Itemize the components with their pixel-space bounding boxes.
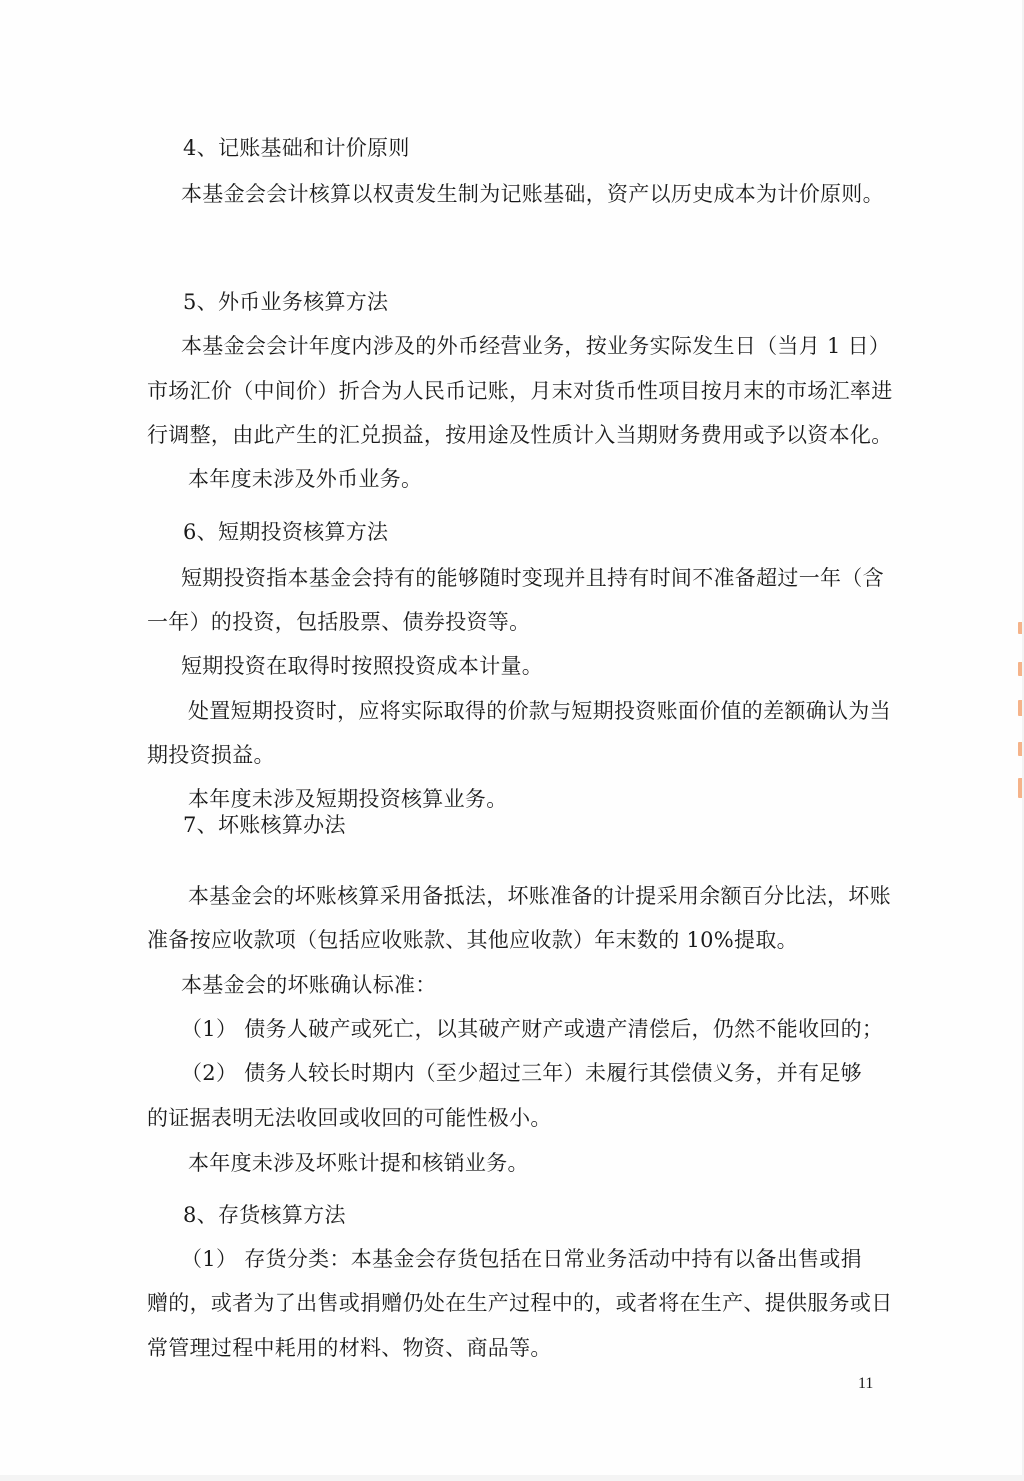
section-6-line-1: 短期投资指本基金会持有的能够随时变现并且持有时间不准备超过一年（含 [181, 566, 884, 590]
scan-bottom-shadow [0, 1475, 1024, 1481]
section-7-heading: 7、坏账核算办法 [183, 813, 346, 837]
section-7-line-4: （1） 债务人破产或死亡，以其破产财产或遗产清偿后，仍然不能收回的； [181, 1017, 884, 1041]
section-6-line-3: 短期投资在取得时按照投资成本计量。 [181, 654, 544, 678]
section-7-line-5: （2） 债务人较长时期内（至少超过三年）未履行其偿债义务，并有足够 [181, 1061, 862, 1085]
section-5-line-4: 本年度未涉及外币业务。 [188, 467, 423, 491]
section-5-line-3: 行调整，由此产生的汇兑损益，按用途及性质计入当期财务费用或予以资本化。 [147, 423, 893, 447]
section-7-line-6: 的证据表明无法收回或收回的可能性极小。 [147, 1106, 552, 1130]
section-6-line-6: 本年度未涉及短期投资核算业务。 [188, 787, 508, 811]
section-7-line-3: 本基金会的坏账确认标准： [181, 973, 437, 997]
section-8-line-3: 常管理过程中耗用的材料、物资、商品等。 [147, 1336, 552, 1360]
section-6-line-2: 一年）的投资，包括股票、债券投资等。 [147, 610, 531, 634]
section-5-heading: 5、外币业务核算方法 [183, 290, 389, 314]
section-5-line-1: 本基金会会计年度内涉及的外币经营业务，按业务实际发生日（当月 1 日） [181, 334, 891, 358]
section-6-line-5: 期投资损益。 [147, 743, 275, 767]
section-6-heading: 6、短期投资核算方法 [183, 520, 389, 544]
section-6-line-4: 处置短期投资时，应将实际取得的价款与短期投资账面价值的差额确认为当 [188, 699, 891, 723]
page-number: 11 [858, 1375, 874, 1392]
section-4-line-1: 本基金会会计核算以权责发生制为记账基础，资产以历史成本为计价原则。 [181, 182, 884, 206]
section-8-heading: 8、存货核算方法 [183, 1203, 346, 1227]
section-4-heading: 4、记账基础和计价原则 [183, 136, 410, 160]
section-7-line-7: 本年度未涉及坏账计提和核销业务。 [188, 1151, 529, 1175]
section-8-line-2: 赠的，或者为了出售或捐赠仍处在生产过程中的，或者将在生产、提供服务或日 [147, 1291, 893, 1315]
section-5-line-2: 市场汇价（中间价）折合为人民币记账，月末对货币性项目按月末的市场汇率进 [147, 379, 893, 403]
section-7-line-2: 准备按应收款项（包括应收账款、其他应收款）年末数的 10%提取。 [147, 928, 798, 952]
section-8-line-1: （1） 存货分类：本基金会存货包括在日常业务活动中持有以备出售或捐 [181, 1247, 862, 1271]
section-7-line-1: 本基金会的坏账核算采用备抵法，坏账准备的计提采用余额百分比法，坏账 [188, 884, 891, 908]
